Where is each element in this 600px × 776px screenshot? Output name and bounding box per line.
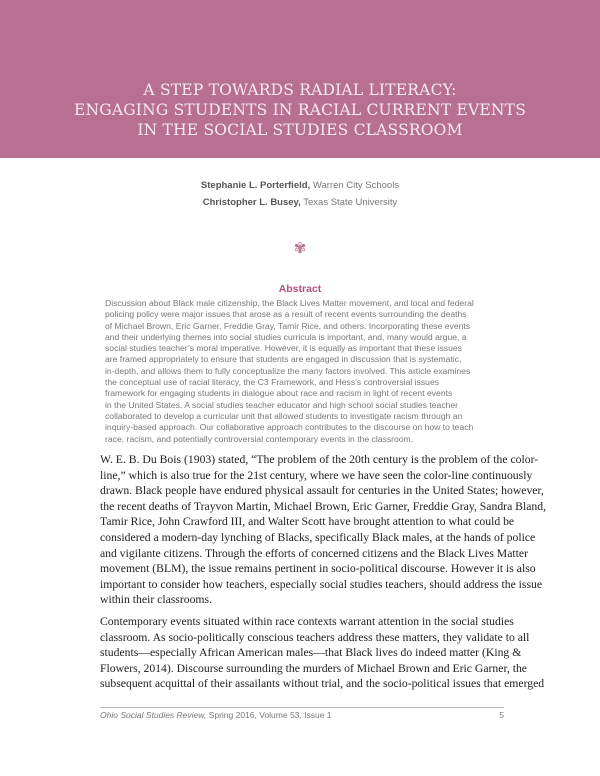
text-line: and their underlying themes into social studies curricula is important, and, many would argue, a — [105, 331, 467, 342]
footer-divider — [100, 707, 504, 708]
page-number: 5 — [499, 710, 504, 720]
text-line: considered a modern-day lynching of Blacks, specifically Black males, at the hands of police — [100, 530, 536, 544]
journal-issue: Spring 2016, Volume 53, Issue 1 — [206, 710, 332, 720]
abstract-text — [105, 298, 497, 445]
author-name: Christopher L. Busey, — [202, 197, 301, 208]
abstract-heading: Abstract — [278, 283, 322, 295]
text-line: movement (BLM), the issue remains pertinent in socio-political discourse. However it is also — [100, 562, 536, 576]
text-line: collaborated to develop a curricular unit that allowed students to investigate racism through an — [105, 410, 463, 421]
text-line: W. E. B. Du Bois (1903) stated, “The problem of the 20th century is the problem of the color- — [100, 453, 539, 466]
author-affiliation: Warren City Schools — [312, 180, 400, 191]
body-paragraph-2 — [100, 614, 545, 692]
text-line: in the United States. A social studies teacher educator and high school social studies teacher — [105, 399, 459, 410]
text-line: Flowers, 2014). Discourse surrounding the murders of Michael Brown and Eric Garner, the — [100, 661, 527, 675]
text-line: framework for engaging students in dialogue about race and racism in light of recent events — [105, 388, 453, 399]
text-line: Tamir Rice, John Crawford III, and Walter Scott have brought attention to what could be — [100, 515, 515, 529]
text-line: subsequent acquittal of their assailants without trial, and the socio-political issues that emerged — [100, 677, 545, 691]
text-line: students—especially African American males—that Black lives do indeed matter (King & — [100, 646, 522, 660]
text-line: in-depth, and allows them to fully conceptualize the many factors involved. This article examines — [105, 365, 471, 376]
title-line: ENGAGING STUDENTS IN RACIAL CURRENT EVENTS — [73, 101, 527, 119]
title-banner — [0, 0, 600, 158]
text-line: within their classrooms. — [100, 593, 212, 607]
text-line: the recent deaths of Trayvon Martin, Michael Brown, Eric Garner, Freddie Gray, Sandra Bland, — [100, 499, 547, 513]
text-line: Contemporary events situated within race contexts warrant attention in the social studies — [100, 615, 514, 628]
title-line: IN THE SOCIAL STUDIES CLASSROOM — [137, 121, 463, 139]
text-line: the conceptual use of racial literacy, the C3 Framework, and Hess’s controversial issues — [105, 377, 440, 388]
authors — [0, 177, 600, 211]
text-line: Discussion about Black male citizenship, the Black Lives Matter movement, and local and federal — [105, 298, 474, 308]
flower-ornament-icon: ✾ — [293, 241, 307, 257]
text-line: of Michael Brown, Eric Garner, Freddie Gray, Tamir Rice, and others. Incorporating these events — [105, 320, 471, 331]
text-line: policing policy were major issues that arose as a result of recent events surrounding the deaths — [105, 309, 467, 320]
text-line: inquiry-based approach. Our collaborative approach contributes to the discourse on how to teach — [105, 422, 474, 433]
text-line: important to consider how teachers, especially social studies teachers, should address the issue — [100, 577, 543, 591]
text-line: race, racism, and potentially controversial contemporary events in the classroom. — [105, 433, 414, 444]
title-line: A STEP TOWARDS RADIAL LITERACY: — [143, 81, 457, 99]
text-line: social studies teacher’s moral imperative. However, it is equally as important that these issues — [105, 343, 462, 354]
page-footer — [100, 710, 504, 722]
text-line: are framed appropriately to ensure that students are engaged in discussion that is systematic, — [105, 354, 462, 365]
article-title — [0, 80, 600, 140]
author-name: Stephanie L. Porterfield, — [200, 180, 311, 191]
body-paragraph-1 — [100, 452, 547, 608]
text-line: drawn. Black people have endured physical assault for centuries in the United States; however, — [100, 484, 544, 498]
journal-name: Ohio Social Studies Review, — [100, 710, 207, 720]
author — [0, 194, 600, 211]
author-affiliation: Texas State University — [303, 197, 398, 208]
text-line: and vigilante citizens. Through the efforts of concerned citizens and the Black Lives Matter — [100, 546, 528, 560]
text-line: classroom. As socio-politically conscious teachers address these matters, they validate to all — [100, 630, 530, 644]
text-line: line,” which is also true for the 21st century, where we have seen the color-line continuously — [100, 468, 533, 482]
author — [0, 177, 600, 194]
